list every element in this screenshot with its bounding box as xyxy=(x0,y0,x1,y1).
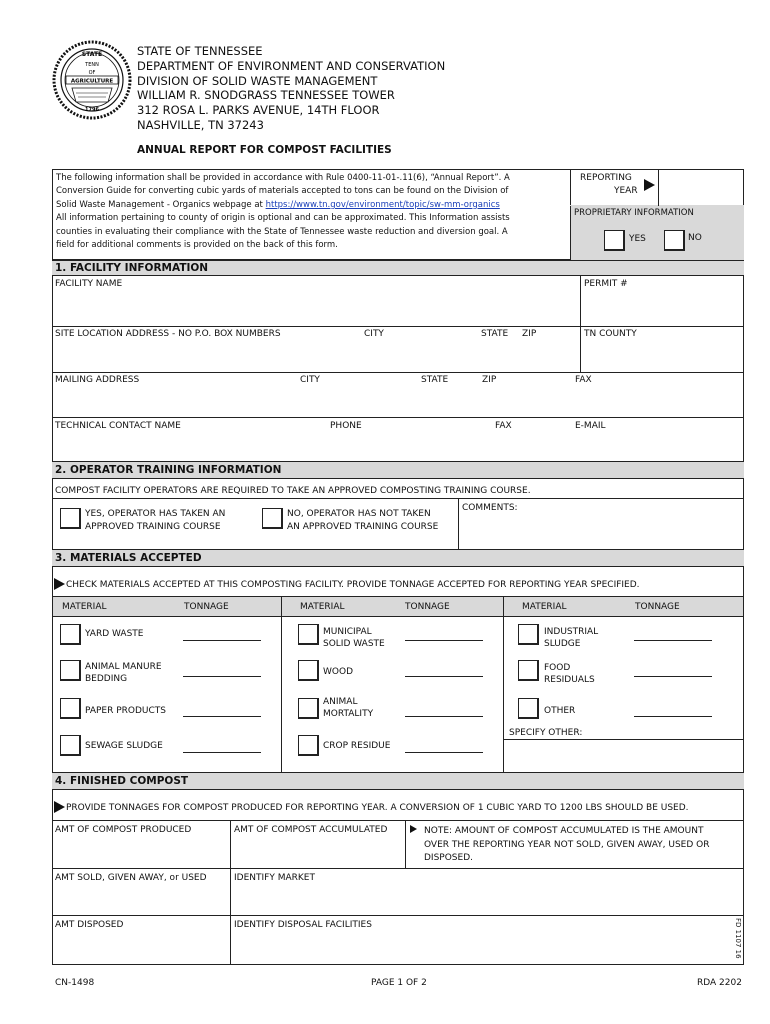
seal-year: 1796 xyxy=(85,107,99,113)
identify-market-label: IDENTIFY MARKET xyxy=(234,873,315,883)
site-state-label: STATE xyxy=(481,329,509,339)
other-checkbox[interactable] xyxy=(518,698,539,719)
comments-input[interactable] xyxy=(460,516,742,547)
yard-waste-label: YARD WASTE xyxy=(85,629,144,639)
mailing-city-label: CITY xyxy=(300,375,320,385)
training-yes-line-1: YES, OPERATOR HAS TAKEN AN xyxy=(85,509,226,519)
arrow-right-icon xyxy=(410,825,417,833)
training-notice: COMPOST FACILITY OPERATORS ARE REQUIRED TO TAKE AN APPROVED COMPOSTING TRAINING COURSE. xyxy=(55,486,531,496)
col2-tonnage-header: TONNAGE xyxy=(405,602,450,612)
training-yes-label xyxy=(85,508,225,534)
intro-line-4: All information pertaining to county of origin is optional and can be approximated. This Information assists xyxy=(56,213,510,224)
amt-disposed-label: AMT DISPOSED xyxy=(55,920,124,930)
seal-word-of: OF xyxy=(88,70,96,76)
amt-accumulated-label: AMT OF COMPOST ACCUMULATED xyxy=(234,825,388,835)
col1-material-header: MATERIAL xyxy=(62,602,107,612)
tn-county-input[interactable] xyxy=(582,342,742,370)
industrial-sludge-tonnage-input[interactable] xyxy=(634,640,712,641)
municipal-solid-waste-checkbox[interactable] xyxy=(298,624,319,645)
header-line-6: NASHVILLE, TN 37243 xyxy=(137,117,264,132)
other-label: OTHER xyxy=(544,706,576,716)
mailing-zip-label: ZIP xyxy=(482,375,497,385)
materials-instruction: CHECK MATERIALS ACCEPTED AT THIS COMPOSTING FACILITY. PROVIDE TONNAGE ACCEPTED FOR REPORTING YEAR SPECIFIED. xyxy=(66,580,640,590)
header-line-2: DEPARTMENT OF ENVIRONMENT AND CONSERVATION xyxy=(137,58,446,73)
food-residuals-checkbox[interactable] xyxy=(518,660,539,681)
facility-name-label: FACILITY NAME xyxy=(55,279,123,289)
footer-rda: RDA 2202 xyxy=(697,978,742,988)
paper-products-label: PAPER PRODUCTS xyxy=(85,706,167,716)
permit-input[interactable] xyxy=(582,292,742,325)
crop-residue-checkbox[interactable] xyxy=(298,735,319,756)
technical-contact-label: TECHNICAL CONTACT NAME xyxy=(55,421,181,431)
header-line-5: 312 ROSA L. PARKS AVENUE, 14TH FLOOR xyxy=(137,103,380,118)
intro-line-6: field for additional comments is provided on the back of this form. xyxy=(56,240,338,251)
yard-waste-checkbox[interactable] xyxy=(60,624,81,645)
specify-other-label: SPECIFY OTHER: xyxy=(509,728,583,738)
seal-text: AGRICULTURE xyxy=(70,78,114,85)
col3-material-header: MATERIAL xyxy=(522,602,567,612)
comments-label: COMMENTS: xyxy=(462,503,518,513)
training-no-line-2: AN APPROVED TRAINING COURSE xyxy=(287,522,439,532)
amt-produced-input[interactable] xyxy=(54,838,228,866)
site-city-label: CITY xyxy=(364,329,384,339)
amt-disposed-input[interactable] xyxy=(54,933,228,963)
arrow-right-icon xyxy=(54,578,65,590)
animal-manure-tonnage-input[interactable] xyxy=(183,676,261,677)
col2-material-header: MATERIAL xyxy=(300,602,345,612)
amt-sold-input[interactable] xyxy=(54,886,228,912)
training-no-checkbox[interactable] xyxy=(262,508,283,529)
header-line-1: STATE OF TENNESSEE xyxy=(137,44,263,58)
organics-webpage-link[interactable]: https://www.tn.gov/environment/topic/sw-mm-organics xyxy=(265,199,500,210)
proprietary-yes-checkbox[interactable] xyxy=(604,230,625,251)
crop-residue-label: CROP RESIDUE xyxy=(323,741,391,751)
other-tonnage-input[interactable] xyxy=(634,716,712,717)
animal-mortality-label: ANIMAL MORTALITY xyxy=(323,697,374,719)
note-line-3: DISPOSED. xyxy=(424,853,473,863)
seal-word-tenn: TENN xyxy=(85,62,99,68)
amt-produced-label: AMT OF COMPOST PRODUCED xyxy=(55,825,192,835)
footer-form-number: CN-1498 xyxy=(55,978,95,988)
training-yes-checkbox[interactable] xyxy=(60,508,81,529)
identify-disposal-label: IDENTIFY DISPOSAL FACILITIES xyxy=(234,920,372,930)
form-title: ANNUAL REPORT FOR COMPOST FACILITIES xyxy=(137,144,392,156)
wood-tonnage-input[interactable] xyxy=(405,676,483,677)
mailing-state-label: STATE xyxy=(421,375,449,385)
mailing-fax-label: FAX xyxy=(575,375,592,385)
site-zip-label: ZIP xyxy=(522,329,537,339)
note-line-1: NOTE: AMOUNT OF COMPOST ACCUMULATED IS THE AMOUNT xyxy=(424,826,704,836)
site-address-input[interactable] xyxy=(54,342,578,370)
intro-line-5: counties in evaluating their compliance with the State of Tennessee waste reduction and diversion goal. A xyxy=(56,226,508,237)
arrow-right-icon xyxy=(644,179,655,191)
yard-waste-tonnage-input[interactable] xyxy=(183,640,261,641)
permit-label: PERMIT # xyxy=(584,279,628,289)
finished-compost-instruction: PROVIDE TONNAGES FOR COMPOST PRODUCED FOR REPORTING YEAR. A CONVERSION OF 1 CUBIC YARD TO 1200 LBS SHOULD BE USED. xyxy=(66,803,689,813)
animal-mortality-tonnage-input[interactable] xyxy=(405,716,483,717)
municipal-solid-waste-tonnage-input[interactable] xyxy=(405,640,483,641)
header-line-4: WILLIAM R. SNODGRASS TENNESSEE TOWER xyxy=(137,88,395,103)
tn-county-label: TN COUNTY xyxy=(584,329,637,339)
sewage-sludge-checkbox[interactable] xyxy=(60,735,81,756)
site-address-label: SITE LOCATION ADDRESS - NO P.O. BOX NUMBERS xyxy=(55,329,281,339)
municipal-solid-waste-label: MUNICIPAL SOLID WASTE xyxy=(323,627,385,649)
reporting-label: REPORTING xyxy=(580,173,632,183)
email-label: E-MAIL xyxy=(575,421,606,431)
section-1-header: 1. FACILITY INFORMATION xyxy=(52,260,744,276)
section-2-header: 2. OPERATOR TRAINING INFORMATION xyxy=(52,461,744,479)
section-3-header: 3. MATERIALS ACCEPTED xyxy=(52,549,744,567)
animal-manure-checkbox[interactable] xyxy=(60,660,81,681)
sewage-sludge-label: SEWAGE SLUDGE xyxy=(85,741,163,751)
arrow-right-icon xyxy=(54,801,65,813)
amt-sold-label: AMT SOLD, GIVEN AWAY, or USED xyxy=(55,873,207,883)
paper-products-checkbox[interactable] xyxy=(60,698,81,719)
training-no-line-1: NO, OPERATOR HAS NOT TAKEN xyxy=(287,509,431,519)
crop-residue-tonnage-input[interactable] xyxy=(405,752,483,753)
amt-accumulated-input[interactable] xyxy=(232,838,403,866)
agency-address-block xyxy=(137,44,445,133)
intro-line-3-prefix: Solid Waste Management - Organics webpage at xyxy=(56,199,266,210)
wood-label: WOOD xyxy=(323,667,353,677)
col3-tonnage-header: TONNAGE xyxy=(635,602,680,612)
seal-word-state: STATE xyxy=(81,51,103,58)
food-residuals-tonnage-input[interactable] xyxy=(634,676,712,677)
specify-other-input[interactable] xyxy=(505,741,742,771)
paper-products-tonnage-input[interactable] xyxy=(183,716,261,717)
identify-market-input[interactable] xyxy=(232,886,741,912)
animal-mortality-checkbox[interactable] xyxy=(298,698,319,719)
tennessee-state-seal xyxy=(52,40,132,120)
technical-contact-input[interactable] xyxy=(54,434,742,460)
contact-fax-label: FAX xyxy=(495,421,512,431)
facility-name-input[interactable] xyxy=(54,292,578,325)
note-line-2: OVER THE REPORTING YEAR NOT SOLD, GIVEN AWAY, USED OR xyxy=(424,839,710,850)
reporting-year-input[interactable] xyxy=(660,172,742,202)
identify-disposal-input[interactable] xyxy=(232,933,727,963)
proprietary-label: PROPRIETARY INFORMATION xyxy=(574,208,694,218)
industrial-sludge-label: INDUSTRIAL SLUDGE xyxy=(544,627,599,649)
intro-line-2: Conversion Guide for converting cubic yards of materials accepted to tons can be found on the Division of xyxy=(56,186,509,197)
training-no-label xyxy=(287,508,438,534)
proprietary-no-label: NO xyxy=(688,233,702,243)
proprietary-no-checkbox[interactable] xyxy=(664,230,685,251)
accumulated-note xyxy=(424,825,710,866)
training-yes-line-2: APPROVED TRAINING COURSE xyxy=(85,522,221,532)
mailing-address-label: MAILING ADDRESS xyxy=(55,375,140,385)
year-label: YEAR xyxy=(614,186,638,196)
proprietary-yes-label: YES xyxy=(629,234,646,244)
intro-text xyxy=(56,172,568,252)
animal-manure-label: ANIMAL MANURE BEDDING xyxy=(85,662,162,684)
intro-line-1: The following information shall be provided in accordance with Rule 0400-11-01-.11(6), “Annual Report”. A xyxy=(56,173,510,183)
food-residuals-label: FOOD RESIDUALS xyxy=(544,663,595,685)
industrial-sludge-checkbox[interactable] xyxy=(518,624,539,645)
header-line-3: DIVISION OF SOLID WASTE MANAGEMENT xyxy=(137,73,378,88)
footer-page-number: PAGE 1 OF 2 xyxy=(371,978,427,988)
phone-label: PHONE xyxy=(330,421,362,431)
col1-tonnage-header: TONNAGE xyxy=(184,602,229,612)
sewage-sludge-tonnage-input[interactable] xyxy=(183,752,261,753)
intro-line-3 xyxy=(56,199,568,212)
mailing-address-input[interactable] xyxy=(54,388,742,416)
section-4-header: 4. FINISHED COMPOST xyxy=(52,772,744,790)
wood-checkbox[interactable] xyxy=(298,660,319,681)
side-form-code: FD 1107 16 xyxy=(734,918,742,959)
